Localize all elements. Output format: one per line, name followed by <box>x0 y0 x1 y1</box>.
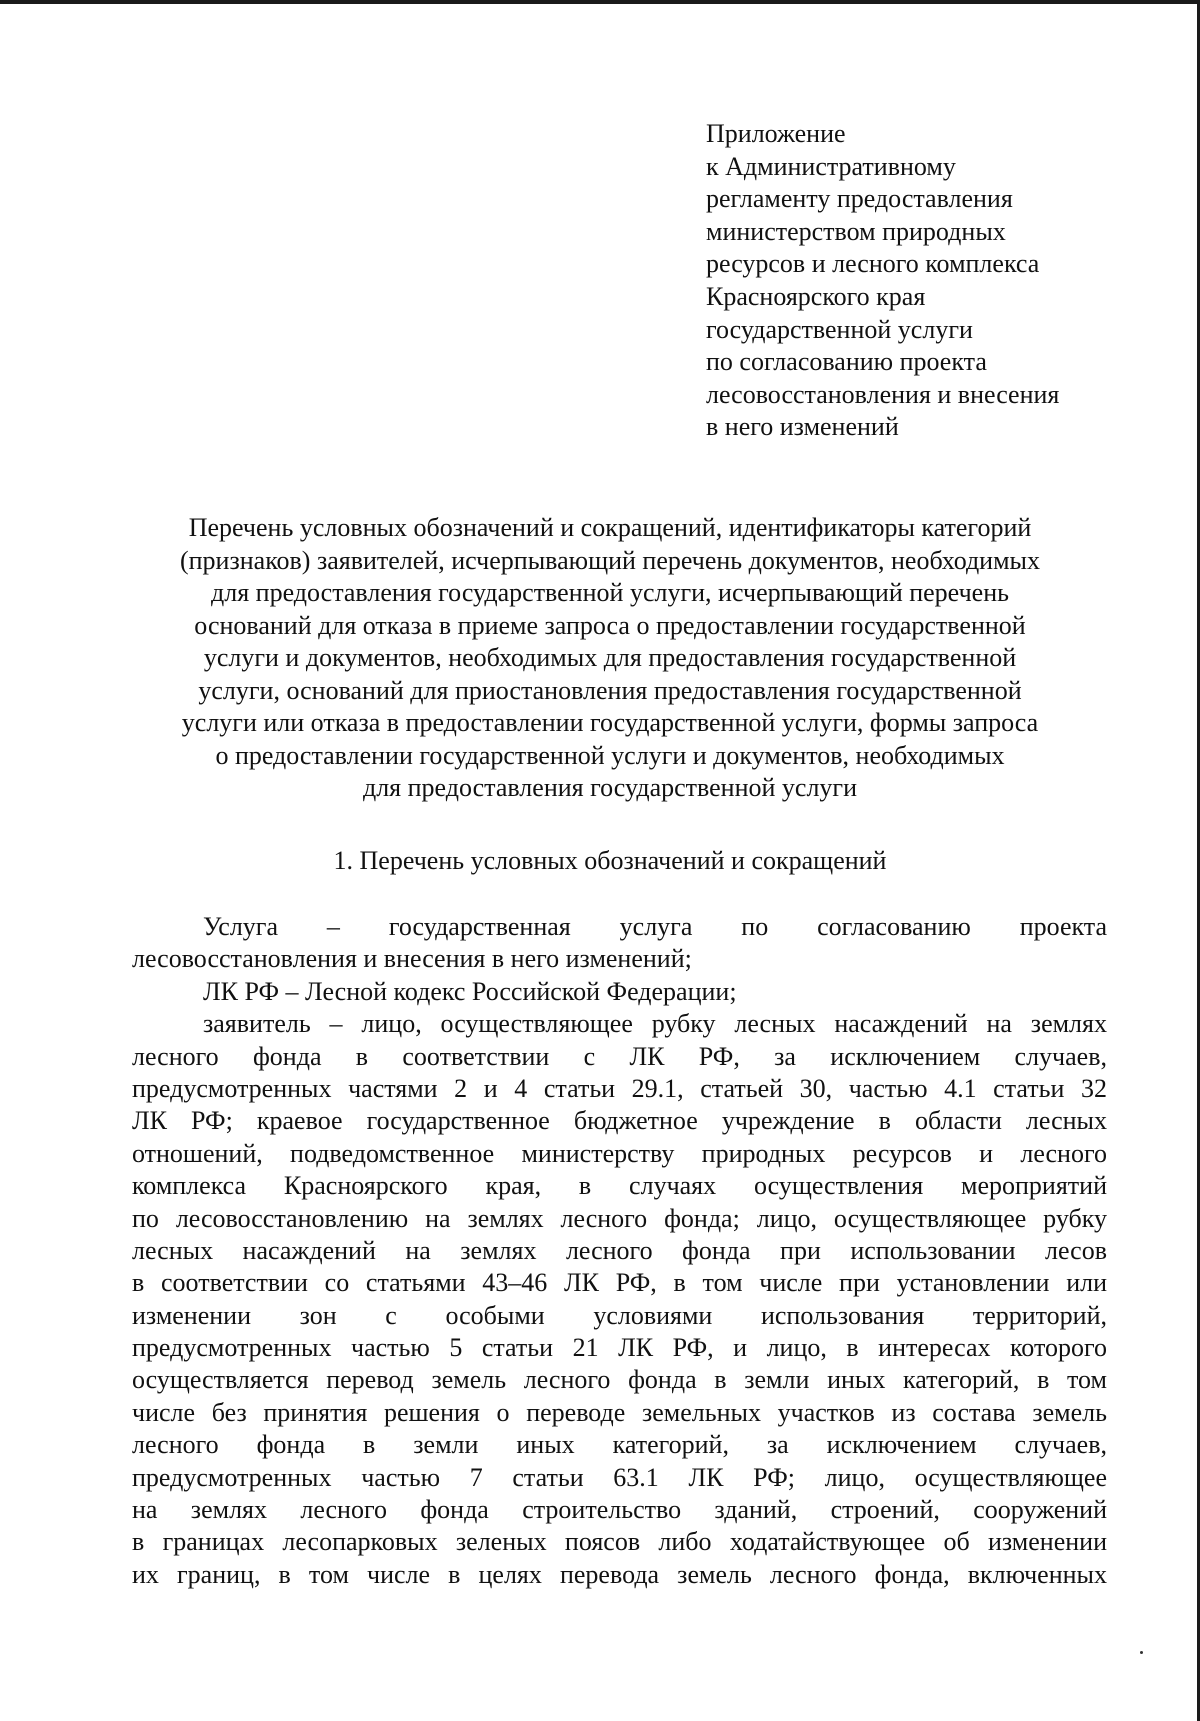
appendix-line: государственной услуги <box>706 314 973 344</box>
body-line: предусмотренных частями 2 и 4 статьи 29.1, статьей 30, частью 4.1 статьи 32 <box>132 1073 1107 1103</box>
body-line: лесного фонда в земли иных категорий, за исключением случаев, <box>132 1430 1107 1460</box>
body-line: предусмотренных частью 5 статьи 21 ЛК РФ, и лицо, в интересах которого <box>132 1333 1107 1363</box>
appendix-line: в него изменений <box>706 412 899 442</box>
title-line: для предоставления государственной услуги, исчерпывающий перечень <box>211 578 1009 607</box>
body-line: в границах лесопарковых зеленых поясов либо ходатайствующее об изменении <box>132 1527 1107 1557</box>
title-line: услуги и документов, необходимых для предоставления государственной <box>203 643 1017 672</box>
title-line: услуги или отказа в предоставлении государственной услуги, формы запроса <box>181 708 1039 737</box>
scan-speck <box>1140 1651 1143 1654</box>
body-line: лесных насаждений на землях лесного фонда при использовании лесов <box>132 1235 1107 1265</box>
body-line: ЛК РФ; краевое государственное бюджетное учреждение в области лесных <box>132 1106 1107 1136</box>
title-line: (признаков) заявителей, исчерпывающий перечень документов, необходимых <box>179 545 1041 575</box>
appendix-line: Приложение <box>706 119 846 148</box>
body-line: лесного фонда в соответствии с ЛК РФ, за исключением случаев, <box>132 1041 1107 1071</box>
body-line: отношений, подведомственное министерству природных ресурсов и лесного <box>132 1138 1107 1168</box>
appendix-line: регламенту предоставления <box>706 184 1013 214</box>
scan-border-top <box>0 0 1200 4</box>
body-line: лесовосстановления и внесения в него изменений; <box>132 944 692 974</box>
title-line: услуги, оснований для приостановления предоставления государственной <box>198 675 1022 705</box>
title-line: Перечень условных обозначений и сокращений, идентификаторы категорий <box>188 513 1032 542</box>
appendix-line: по согласованию проекта <box>706 347 987 377</box>
body-line: изменении зон с особыми условиями использования территорий, <box>132 1300 1107 1330</box>
appendix-line: лесовосстановления и внесения <box>706 379 1060 409</box>
body-line: по лесовосстановлению на землях лесного фонда; лицо, осуществляющее рубку <box>132 1203 1107 1233</box>
title-line: оснований для отказа в приеме запроса о предоставлении государственной <box>194 610 1026 640</box>
appendix-line: ресурсов и лесного комплекса <box>706 249 1040 279</box>
body-line: предусмотренных частью 7 статьи 63.1 ЛК РФ; лицо, осуществляющее <box>132 1462 1107 1492</box>
body-line: в соответствии со статьями 43–46 ЛК РФ, в том числе при установлении или <box>132 1268 1107 1298</box>
body-line: ЛК РФ – Лесной кодекс Российской Федерации; <box>203 976 737 1006</box>
document-title <box>130 512 1090 805</box>
body-text <box>132 911 1107 1591</box>
appendix-line: к Административному <box>706 151 956 181</box>
body-line: осуществляется перевод земель лесного фонда в земли иных категорий, в том <box>132 1365 1107 1395</box>
body-line: заявитель – лицо, осуществляющее рубку лесных насаждений на землях <box>203 1009 1107 1039</box>
body-line: числе без принятия решения о переводе земельных участков из состава земель <box>132 1397 1107 1427</box>
title-line: о предоставлении государственной услуги и документов, необходимых <box>215 740 1005 770</box>
body-line: Услуга – государственная услуга по согласованию проекта <box>203 912 1107 941</box>
title-line: для предоставления государственной услуги <box>362 773 858 802</box>
appendix-line: Красноярского края <box>706 281 926 311</box>
appendix-line: министерством природных <box>706 216 1006 246</box>
appendix-note <box>706 118 1146 444</box>
section-heading: 1. Перечень условных обозначений и сокращений <box>333 846 887 875</box>
body-line: их границ, в том числе в целях перевода земель лесного фонда, включенных <box>132 1559 1107 1589</box>
body-line: на землях лесного фонда строительство зданий, строений, сооружений <box>132 1495 1107 1525</box>
body-line: комплекса Красноярского края, в случаях осуществления мероприятий <box>132 1171 1107 1201</box>
